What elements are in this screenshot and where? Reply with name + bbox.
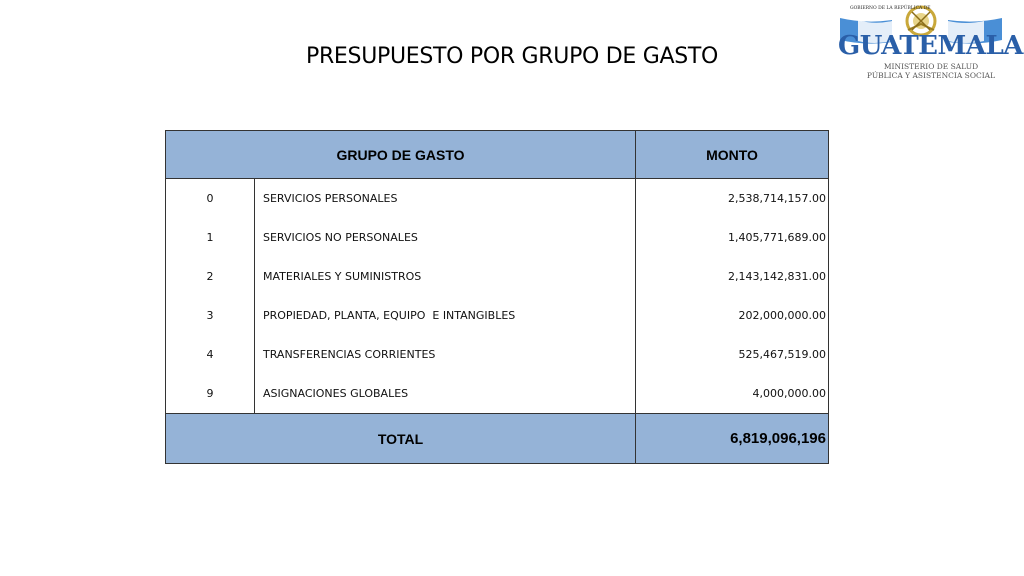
row-code: 0 bbox=[166, 179, 255, 219]
row-code: 1 bbox=[166, 218, 255, 257]
row-description: ASIGNACIONES GLOBALES bbox=[255, 374, 636, 414]
row-code: 2 bbox=[166, 257, 255, 296]
page-title: PRESUPUESTO POR GRUPO DE GASTO bbox=[305, 44, 719, 69]
table-row bbox=[166, 296, 829, 335]
table-row bbox=[166, 218, 829, 257]
table-total-row bbox=[166, 414, 829, 464]
row-code: 3 bbox=[166, 296, 255, 335]
table-header-row bbox=[166, 131, 829, 179]
table-row bbox=[166, 374, 829, 414]
total-label: TOTAL bbox=[166, 414, 636, 464]
row-amount: 2,538,714,157.00 bbox=[636, 179, 829, 219]
row-description: TRANSFERENCIAS CORRIENTES bbox=[255, 335, 636, 374]
row-amount: 1,405,771,689.00 bbox=[636, 218, 829, 257]
table-row bbox=[166, 257, 829, 296]
row-code: 9 bbox=[166, 374, 255, 414]
logo-wordmark: GUATEMALA bbox=[838, 31, 1023, 61]
logo-top-line: GOBIERNO DE LA REPÚBLICA DE bbox=[850, 6, 931, 11]
total-amount: 6,819,096,196 bbox=[636, 414, 829, 464]
row-amount: 202,000,000.00 bbox=[636, 296, 829, 335]
row-description: MATERIALES Y SUMINISTROS bbox=[255, 257, 636, 296]
header-monto: MONTO bbox=[636, 131, 829, 179]
row-description: SERVICIOS PERSONALES bbox=[255, 179, 636, 219]
guatemala-ministry-logo bbox=[838, 2, 1023, 82]
row-description: SERVICIOS NO PERSONALES bbox=[255, 218, 636, 257]
row-amount: 525,467,519.00 bbox=[636, 335, 829, 374]
header-grupo-de-gasto: GRUPO DE GASTO bbox=[166, 131, 636, 179]
row-description: PROPIEDAD, PLANTA, EQUIPO E INTANGIBLES bbox=[255, 296, 636, 335]
row-amount: 4,000,000.00 bbox=[636, 374, 829, 414]
table-row bbox=[166, 179, 829, 219]
logo-ministry-line1: MINISTERIO DE SALUD bbox=[883, 62, 979, 71]
row-amount: 2,143,142,831.00 bbox=[636, 257, 829, 296]
row-code: 4 bbox=[166, 335, 255, 374]
budget-table bbox=[165, 130, 829, 464]
logo-ministry-line2: PÚBLICA Y ASISTENCIA SOCIAL bbox=[866, 71, 996, 80]
table-row bbox=[166, 335, 829, 374]
